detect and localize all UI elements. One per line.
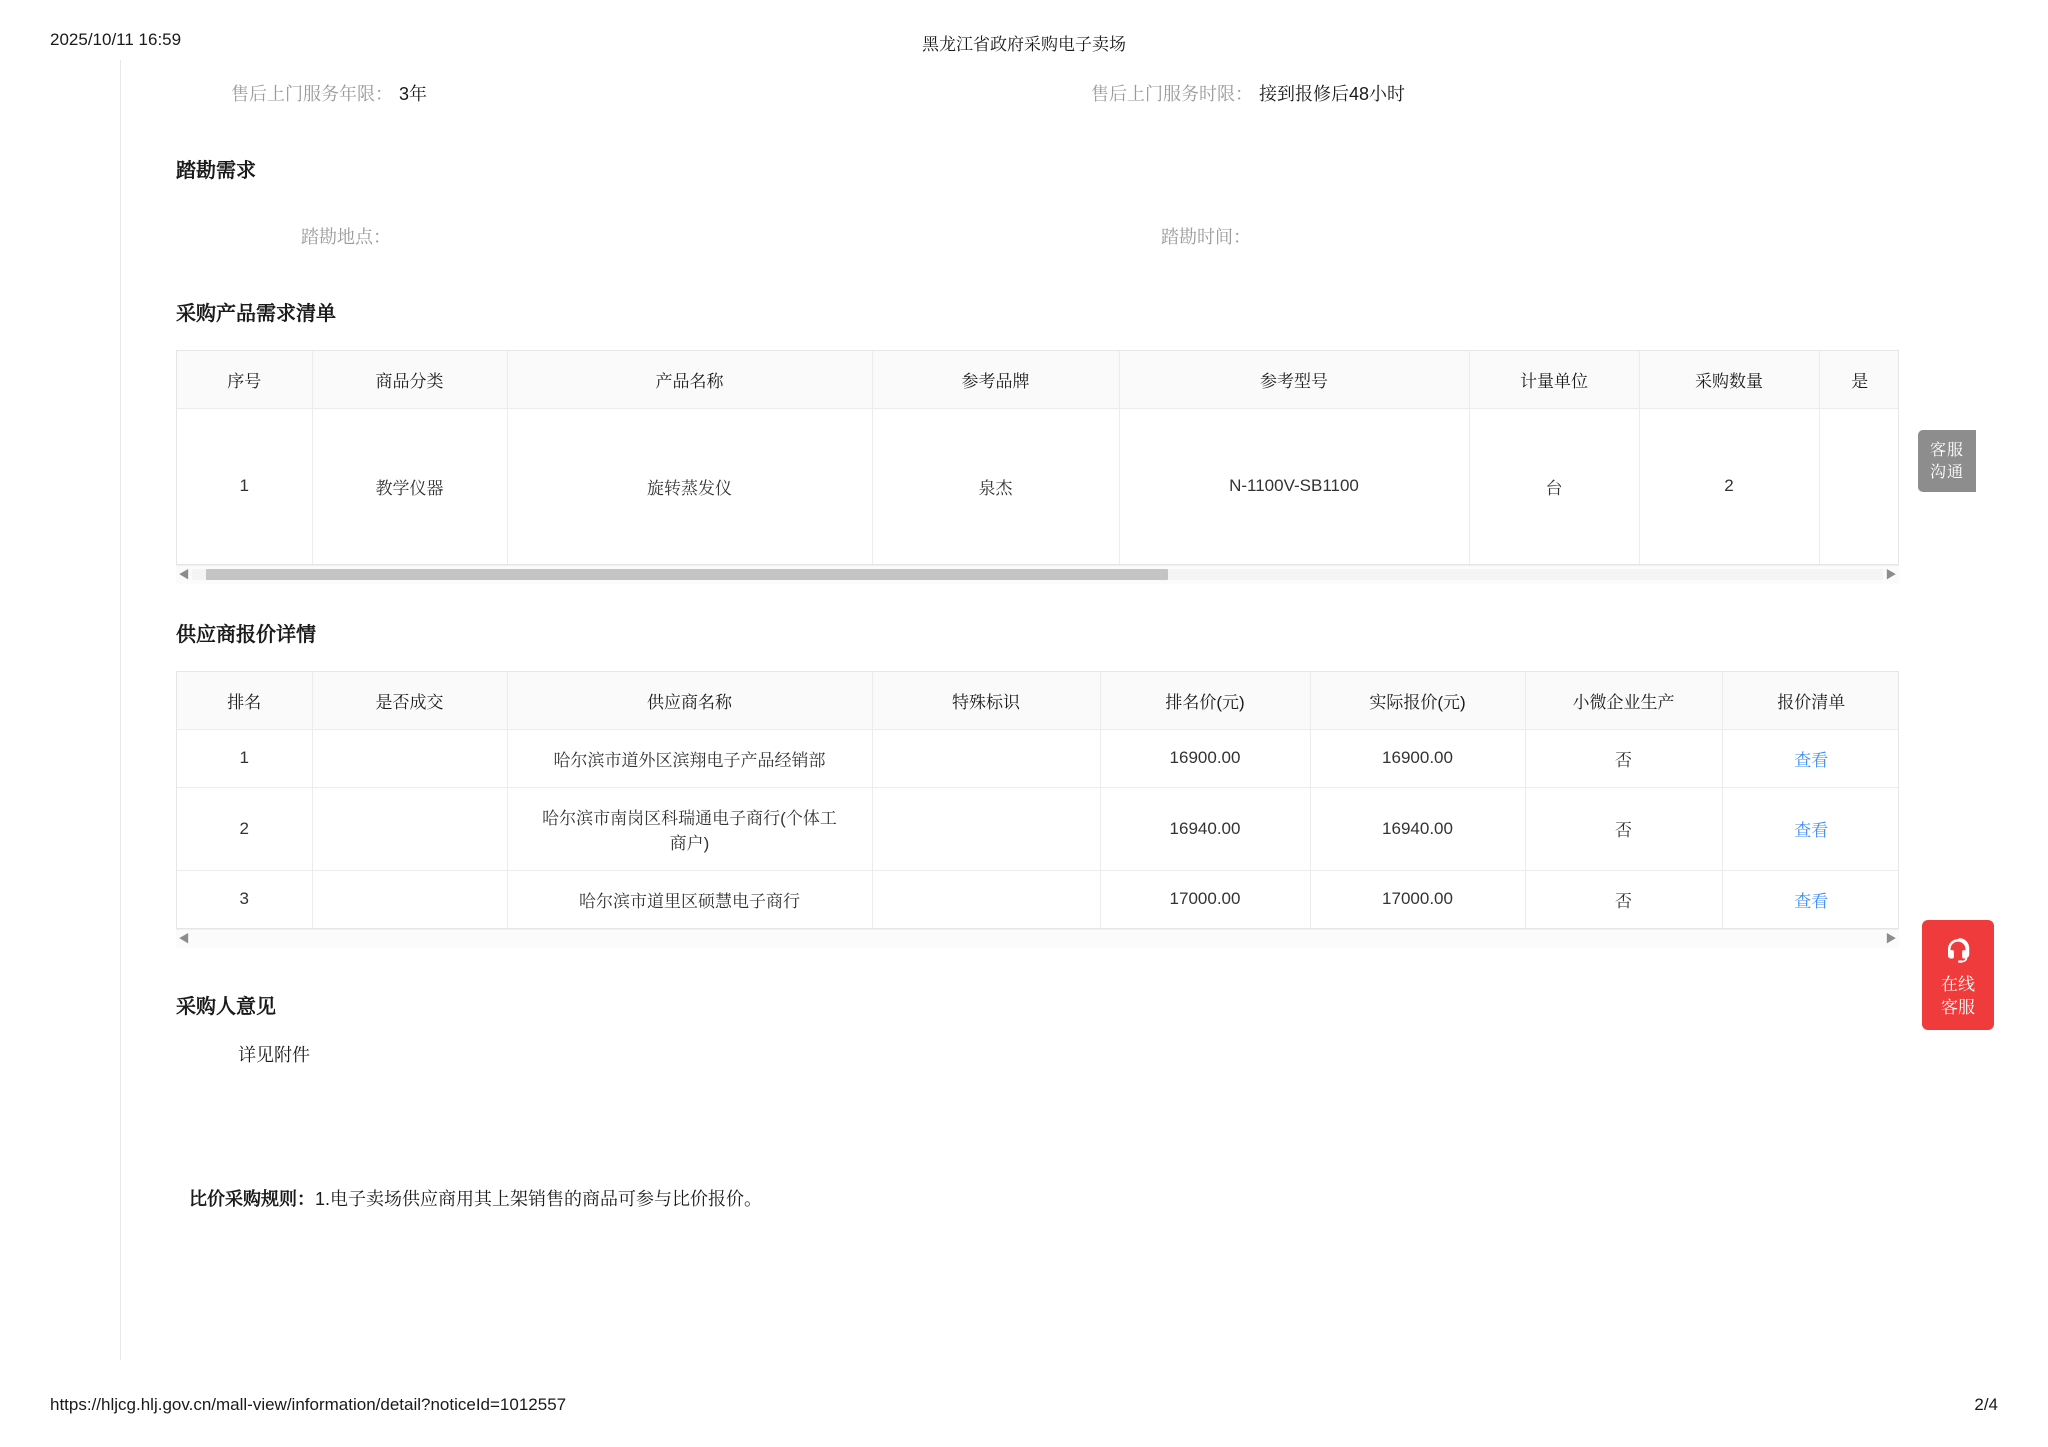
- col-sme-produced: 小微企业生产: [1525, 672, 1722, 730]
- supplier-quotes-hscrollbar[interactable]: [176, 929, 1899, 948]
- table-row: [177, 409, 1899, 564]
- view-quote-link[interactable]: 查看: [1794, 821, 1829, 840]
- cell-rank-price: 16940.00: [1100, 787, 1310, 870]
- site-title: 黑龙江省政府采购电子卖场: [922, 35, 1126, 54]
- col-rank: 排名: [177, 672, 312, 730]
- cell-truncated: [1819, 409, 1899, 564]
- col-special-mark: 特殊标识: [872, 672, 1100, 730]
- print-footer: [0, 1395, 2048, 1419]
- customer-service-tab-line2: 沟通: [1929, 463, 1964, 481]
- cell-rank-price: 17000.00: [1100, 870, 1310, 928]
- cell-actual-price: 17000.00: [1310, 870, 1525, 928]
- buyer-opinion-section-title: 采购人意见: [176, 995, 276, 1018]
- col-quote-list: 报价清单: [1722, 672, 1899, 730]
- cell-supplier-name: 哈尔滨市道外区滨翔电子产品经销部: [507, 729, 872, 787]
- after-sales-fields-row: [176, 80, 1928, 126]
- supplier-quotes-section-title: 供应商报价详情: [176, 623, 316, 646]
- purchase-rules-label: 比价采购规则：: [189, 1188, 315, 1209]
- cell-product-name: 旋转蒸发仪: [507, 409, 872, 564]
- buyer-opinion-text: 详见附件: [238, 1044, 310, 1065]
- cell-quantity: 2: [1639, 409, 1819, 564]
- col-product-name: 产品名称: [507, 351, 872, 409]
- table-row: [177, 729, 1899, 787]
- scroll-left-arrow-icon[interactable]: ◀: [178, 932, 190, 945]
- page-content: [121, 80, 1928, 1211]
- headset-icon: [1943, 936, 1973, 966]
- survey-location-label: 踏勘地点：: [301, 227, 391, 247]
- cell-reference-brand: 泉杰: [872, 409, 1119, 564]
- online-service-line1: 在线: [1941, 975, 1975, 994]
- col-supplier-name: 供应商名称: [507, 672, 872, 730]
- document-page: [120, 60, 1928, 1360]
- scroll-track[interactable]: [192, 933, 1883, 944]
- scroll-thumb[interactable]: [206, 569, 1168, 580]
- survey-time-label: 踏勘时间：: [1161, 227, 1251, 247]
- col-truncated: 是: [1819, 351, 1899, 409]
- cell-is-deal: [312, 870, 507, 928]
- product-list-table: [177, 351, 1899, 564]
- after-sales-years-field: [231, 80, 427, 106]
- cell-quote-list: [1722, 787, 1899, 870]
- survey-section-title: 踏勘需求: [176, 160, 256, 182]
- view-quote-link[interactable]: 查看: [1794, 750, 1829, 770]
- scroll-left-arrow-icon[interactable]: ◀: [178, 568, 190, 581]
- table-row: [177, 787, 1899, 870]
- page-number: 2/4: [1974, 1395, 1998, 1414]
- scroll-right-arrow-icon[interactable]: ▶: [1885, 932, 1897, 945]
- product-list-header-row: [177, 351, 1899, 409]
- col-rank-price: 排名价(元): [1100, 672, 1310, 730]
- cell-rank: 1: [177, 729, 312, 787]
- cell-special-mark: [872, 870, 1100, 928]
- cell-sme-produced: 否: [1525, 729, 1722, 787]
- cell-rank: 2: [177, 787, 312, 870]
- cell-special-mark: [872, 787, 1100, 870]
- product-list-hscrollbar[interactable]: [176, 565, 1899, 584]
- after-sales-years-label: 售后上门服务年限：: [231, 84, 393, 104]
- survey-fields-row: [176, 223, 1928, 269]
- after-sales-time-field: [1091, 80, 1405, 106]
- cell-unit: 台: [1469, 409, 1639, 564]
- table-row: [177, 870, 1899, 928]
- supplier-quotes-table: [177, 672, 1899, 928]
- cell-supplier-name: 哈尔滨市南岗区科瑞通电子商行(个体工商户): [507, 787, 872, 870]
- after-sales-time-label: 售后上门服务时限：: [1091, 84, 1253, 104]
- survey-location-field: [301, 223, 397, 249]
- page-url: https://hljcg.hlj.gov.cn/mall-view/information/detail?noticeId=1012557: [50, 1395, 567, 1414]
- scroll-right-arrow-icon[interactable]: ▶: [1885, 568, 1897, 581]
- customer-service-tab-line1: 客服: [1929, 442, 1964, 459]
- supplier-quotes-header-row: [177, 672, 1899, 730]
- cell-category: 教学仪器: [312, 409, 507, 564]
- scroll-track[interactable]: [192, 569, 1883, 580]
- cell-reference-model: N-1100V-SB1100: [1119, 409, 1469, 564]
- cell-rank: 3: [177, 870, 312, 928]
- after-sales-time-value: 接到报修后48小时: [1259, 84, 1406, 104]
- purchase-rules-text: 1.电子卖场供应商用其上架销售的商品可参与比价报价。: [315, 1188, 763, 1209]
- after-sales-years-value: 3年: [399, 84, 428, 104]
- col-actual-price: 实际报价(元): [1310, 672, 1525, 730]
- supplier-quotes-table-wrap: [176, 671, 1899, 929]
- cell-quote-list: [1722, 870, 1899, 928]
- cell-actual-price: 16900.00: [1310, 729, 1525, 787]
- col-is-deal: 是否成交: [312, 672, 507, 730]
- cell-index: 1: [177, 409, 312, 564]
- col-category: 商品分类: [312, 351, 507, 409]
- purchase-rules: [189, 1185, 1928, 1211]
- cell-special-mark: [872, 729, 1100, 787]
- online-service-line2: 客服: [1941, 997, 1975, 1017]
- cell-is-deal: [312, 787, 507, 870]
- col-unit: 计量单位: [1469, 351, 1639, 409]
- col-index: 序号: [177, 351, 312, 409]
- col-quantity: 采购数量: [1639, 351, 1819, 409]
- col-reference-brand: 参考品牌: [872, 351, 1119, 409]
- view-quote-link[interactable]: 查看: [1794, 891, 1829, 911]
- customer-service-tab[interactable]: [1918, 430, 1976, 492]
- cell-rank-price: 16900.00: [1100, 729, 1310, 787]
- cell-quote-list: [1722, 729, 1899, 787]
- cell-sme-produced: 否: [1525, 787, 1722, 870]
- col-reference-model: 参考型号: [1119, 351, 1469, 409]
- cell-actual-price: 16940.00: [1310, 787, 1525, 870]
- cell-supplier-name: 哈尔滨市道里区硕慧电子商行: [507, 870, 872, 928]
- print-date: 2025/10/11 16:59: [50, 30, 182, 49]
- online-service-button[interactable]: [1922, 920, 1994, 1030]
- survey-time-field: [1161, 223, 1257, 249]
- product-list-section-title: 采购产品需求清单: [176, 303, 336, 325]
- print-header: [0, 30, 2048, 54]
- cell-sme-produced: 否: [1525, 870, 1722, 928]
- product-list-table-wrap: [176, 350, 1899, 565]
- cell-is-deal: [312, 729, 507, 787]
